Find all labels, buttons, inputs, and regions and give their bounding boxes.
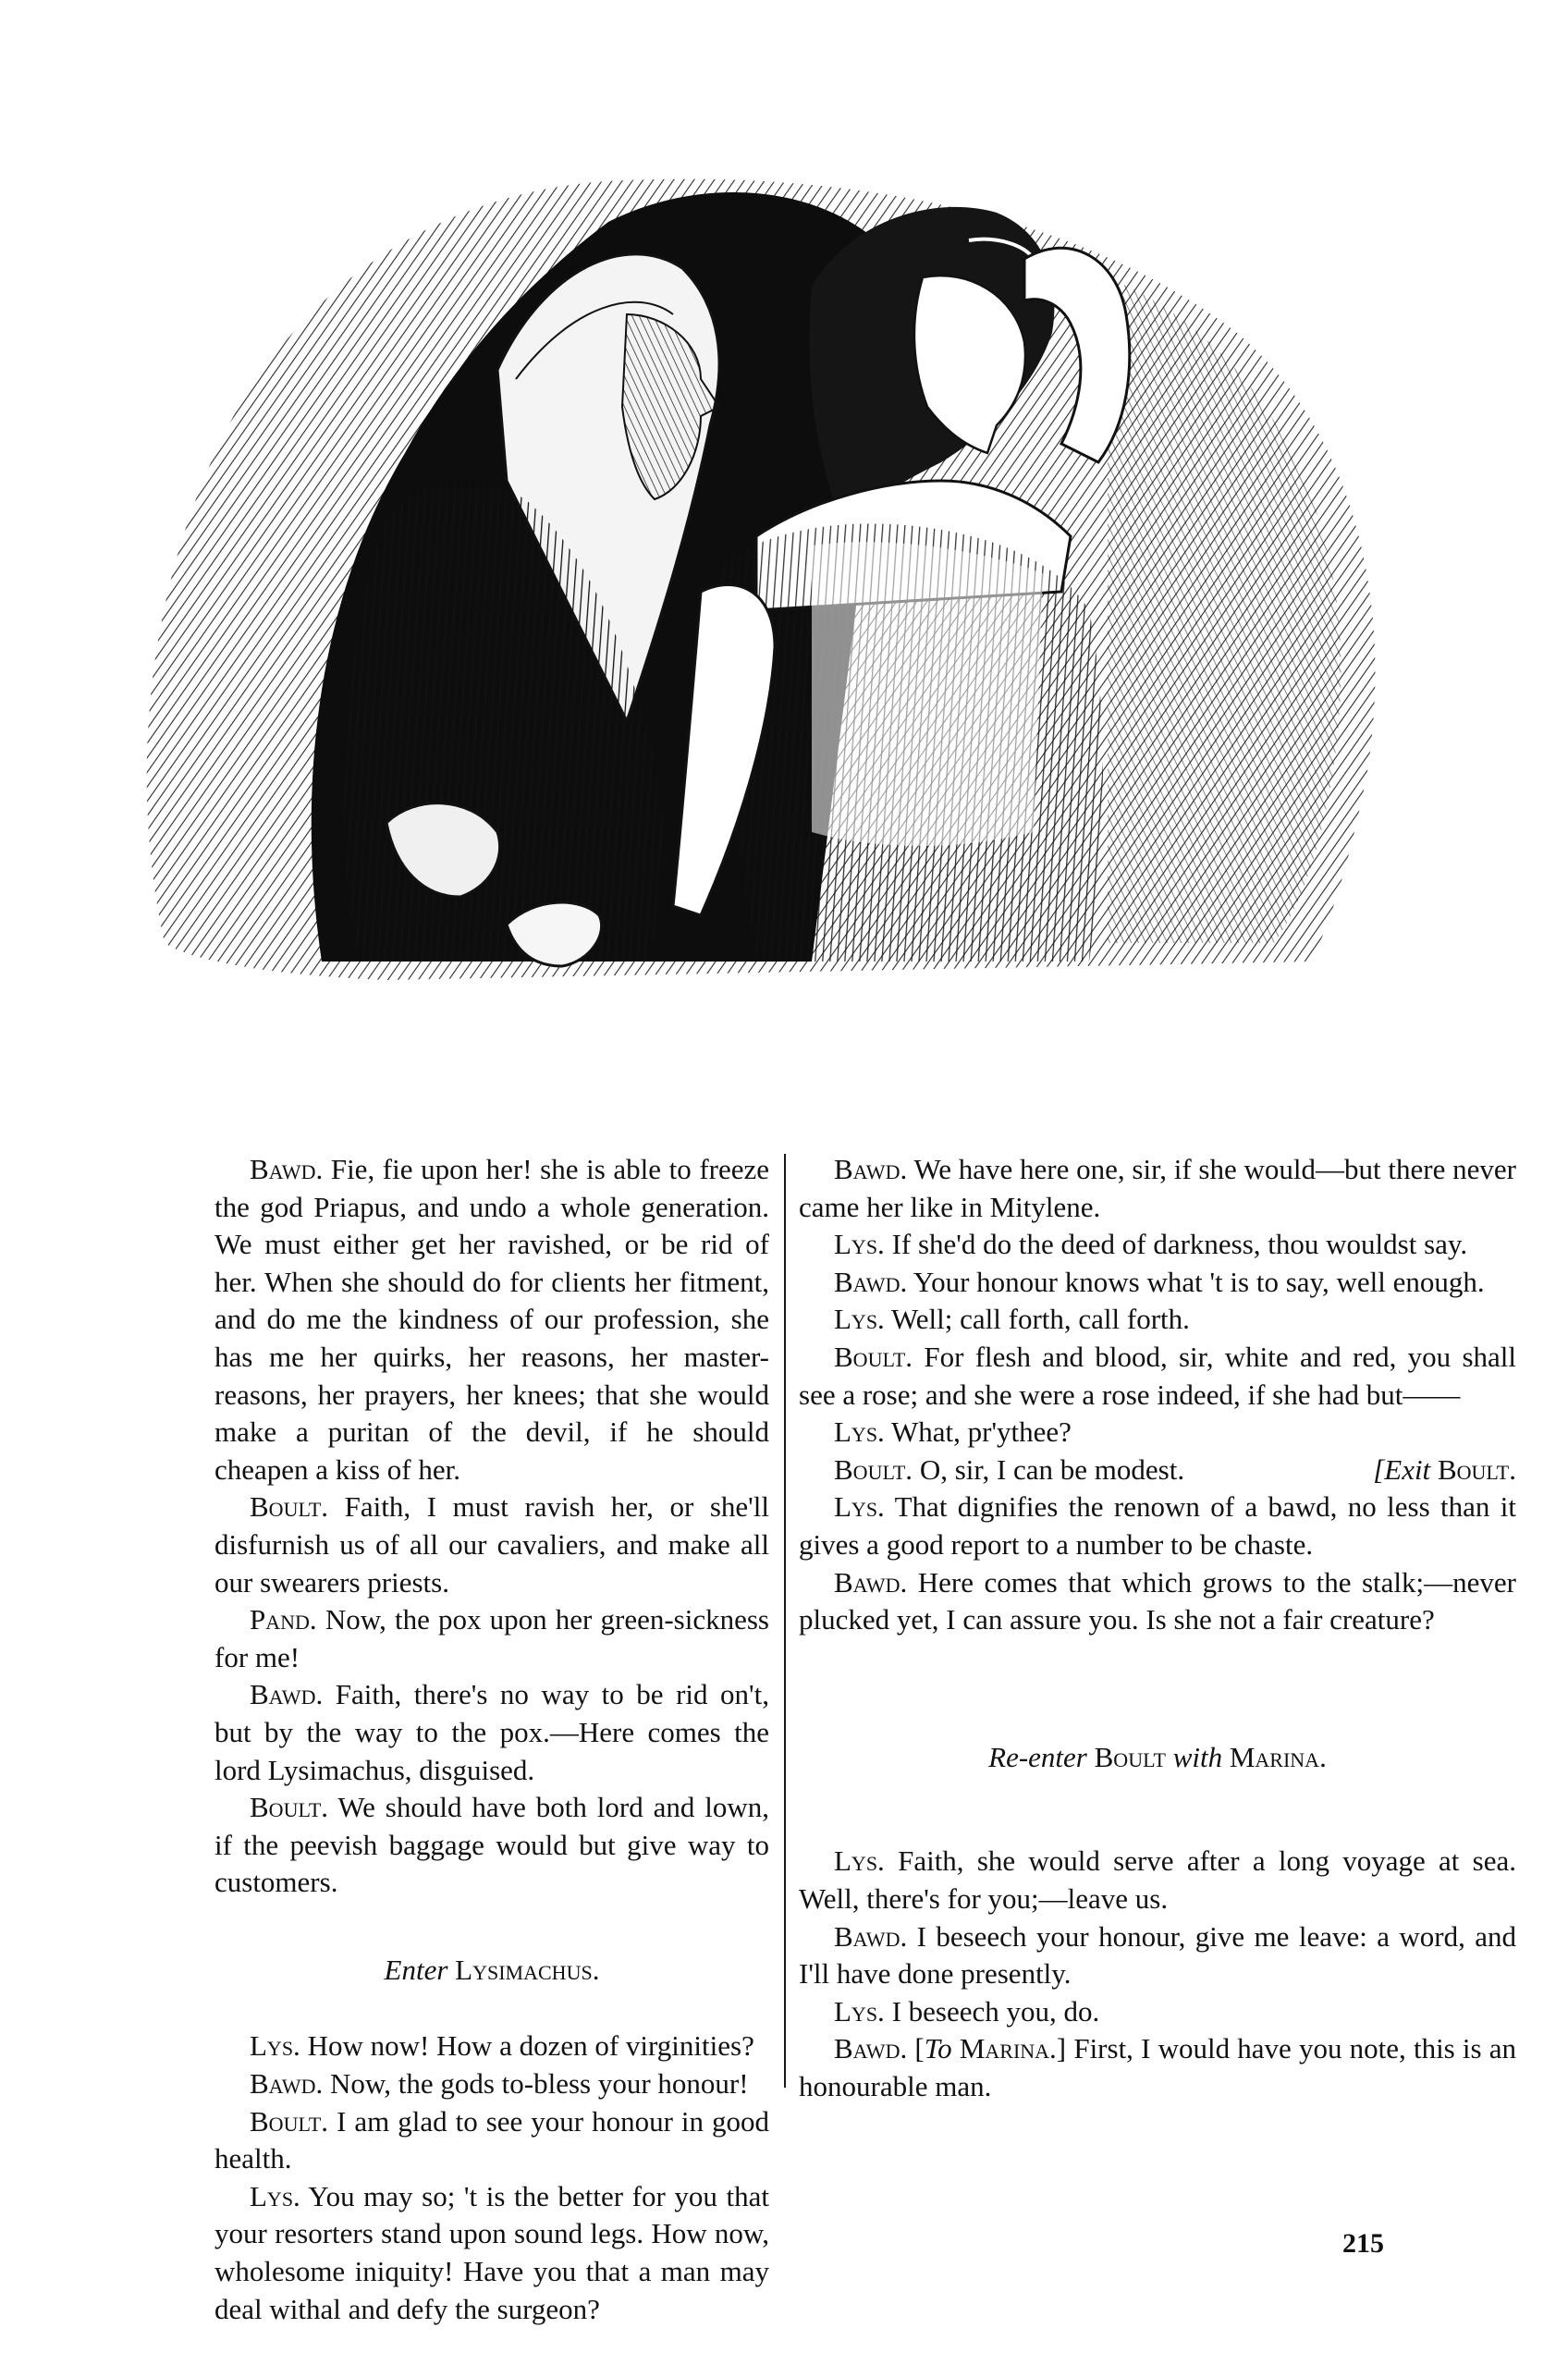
speech-text: Well; call forth, call forth. bbox=[891, 1303, 1190, 1336]
stage-direction-verb: Re-enter bbox=[988, 1740, 1087, 1773]
speaker-name: Lys. bbox=[834, 1303, 885, 1336]
illustration-artwork bbox=[109, 129, 1408, 989]
aside-verb: To bbox=[924, 2032, 952, 2065]
speech-text: Faith, I must ravish her, or she'll disfurnish us of all our cavaliers, and make all our swearers priests. bbox=[214, 1490, 769, 1599]
speaker-name: Bawd. bbox=[834, 1565, 908, 1599]
page-number: 215 bbox=[1342, 2228, 1384, 2259]
speaker-name: Bawd. bbox=[834, 1265, 908, 1298]
speaker-name: Lys. bbox=[834, 1844, 885, 1878]
speaker-name: Lys. bbox=[250, 2029, 300, 2063]
speech-text: That dignifies the renown of a bawd, no less than it gives a good report to a number to be chaste. bbox=[799, 1490, 1516, 1561]
stage-direction-verb: Enter bbox=[384, 1953, 448, 1986]
speech-text: Fie, fie upon her! she is able to freeze the god Priapus, and undo a whole generation. We must either get her ravished, or be rid of her. When she should do for clients her fitment, and do me the kindness of our profession, she has me her quirks, her reasons, her master-reasons, her prayers, her knees; that she would make a puritan of the devil, if he should cheapen a kiss of her. bbox=[214, 1153, 769, 1486]
column-divider bbox=[784, 1154, 786, 2088]
young-woman-bodice bbox=[812, 542, 1043, 846]
exit-direction bbox=[1338, 1452, 1516, 1489]
speech-line bbox=[214, 2028, 769, 2065]
speech-text: If she'd do the deed of darkness, thou wouldst say. bbox=[891, 1228, 1468, 1261]
speech-line bbox=[799, 1264, 1516, 1302]
speech-line bbox=[214, 1601, 769, 1676]
speech-line bbox=[799, 1564, 1516, 1639]
speech-line bbox=[799, 1226, 1516, 1264]
speech-line bbox=[799, 1918, 1516, 1993]
left-column bbox=[214, 1151, 769, 2328]
speaker-name: Lys. bbox=[834, 1490, 885, 1524]
speech-text: First, I would have you note, this is an honourable man. bbox=[799, 2032, 1517, 2102]
left-dialogue-block-1 bbox=[214, 1151, 769, 1902]
background-hatching-light bbox=[1108, 277, 1341, 943]
speech-text: I am glad to see your honour in good health. bbox=[214, 2104, 770, 2175]
speaker-name: Lys. bbox=[250, 2179, 300, 2212]
speech-text: Now, the pox upon her green-sickness for me! bbox=[214, 1603, 769, 1673]
speech-line bbox=[214, 2178, 769, 2328]
speaker-name: Pand. bbox=[250, 1603, 317, 1636]
right-dialogue-block-1 bbox=[799, 1151, 1516, 1639]
stage-direction-character: Boult bbox=[1094, 1740, 1166, 1773]
speaker-name: Boult. bbox=[250, 1490, 329, 1524]
speech-line bbox=[799, 1151, 1516, 1226]
speech-line bbox=[214, 2103, 769, 2178]
speech-line bbox=[799, 2030, 1516, 2105]
speech-text: We should have both lord and lown, if the peevish baggage would but give way to customers. bbox=[214, 1791, 769, 1899]
speech-line bbox=[799, 1339, 1516, 1414]
speaker-name: Lys. bbox=[834, 1228, 885, 1261]
speech-text: Now, the gods to-bless your honour! bbox=[329, 2067, 749, 2101]
speech-line bbox=[214, 1789, 769, 1902]
exit-character: Boult. bbox=[1437, 1452, 1516, 1486]
engraving-illustration bbox=[109, 129, 1408, 989]
speaker-name: Boult. bbox=[834, 1340, 913, 1373]
speech-text: How now! How a dozen of virginities? bbox=[307, 2029, 754, 2063]
aside-direction bbox=[914, 2032, 1066, 2065]
stage-direction-character: Lysimachus. bbox=[455, 1953, 600, 1986]
exit-verb: [Exit bbox=[1373, 1452, 1431, 1486]
speech-line bbox=[799, 1489, 1516, 1563]
speech-line bbox=[799, 1843, 1516, 1918]
speaker-name: Bawd. bbox=[834, 1153, 908, 1185]
speech-text: Here comes that which grows to the stalk;—never plucked yet, I can assure you. Is she not a fair creature? bbox=[799, 1565, 1516, 1636]
speech-line bbox=[799, 1301, 1516, 1339]
speech-line bbox=[799, 1414, 1516, 1452]
speech-line bbox=[799, 1452, 1516, 1489]
speaker-name: Boult. bbox=[250, 1791, 329, 1824]
speaker-name: Bawd. bbox=[834, 1919, 908, 1953]
speech-text: I beseech your honour, give me leave: a word, and I'll have done presently. bbox=[799, 1919, 1517, 1991]
speech-text: For flesh and blood, sir, white and red, you shall see a rose; and she were a rose indeed, if she had but—— bbox=[799, 1340, 1516, 1411]
speech-text: O, sir, I can be modest. bbox=[919, 1452, 1185, 1486]
speaker-name: Boult. bbox=[250, 2104, 329, 2138]
aside-character: Marina.] bbox=[959, 2032, 1067, 2065]
speech-line bbox=[214, 1151, 769, 1489]
stage-direction-character: Marina. bbox=[1229, 1740, 1327, 1773]
aside-bracket: [ bbox=[914, 2032, 925, 2065]
speech-text: What, pr'ythee? bbox=[891, 1415, 1072, 1449]
speech-line bbox=[214, 1676, 769, 1789]
speaker-name: Lys. bbox=[834, 1415, 885, 1449]
speaker-name: Bawd. bbox=[834, 2032, 908, 2065]
right-dialogue-block-2 bbox=[799, 1843, 1516, 2105]
speech-text: Your honour knows what 't is to say, well enough. bbox=[913, 1265, 1485, 1298]
speech-text: You may so; 't is the better for you that your resorters stand upon sound legs. How now, wholesome iniquity! Have you that a man may deal withal and defy the surgeon? bbox=[214, 2179, 770, 2325]
speech-text: Faith, she would serve after a long voyage at sea. Well, there's for you;—leave us. bbox=[799, 1844, 1517, 1915]
speech-text: I beseech you, do. bbox=[891, 1994, 1100, 2028]
speech-text: Faith, there's no way to be rid on't, but by the way to the pox.—Here comes the lord Lysimachus, disguised. bbox=[214, 1678, 770, 1786]
stage-direction-reenter bbox=[799, 1739, 1516, 1777]
speaker-name: Bawd. bbox=[250, 2067, 324, 2101]
speech-line bbox=[799, 1993, 1516, 2031]
speaker-name: Bawd. bbox=[250, 1153, 324, 1185]
right-column bbox=[799, 1151, 1516, 2105]
speaker-name: Lys. bbox=[834, 1994, 885, 2028]
speaker-name: Bawd. bbox=[250, 1678, 324, 1711]
stage-direction-conjunction: with bbox=[1172, 1740, 1223, 1773]
left-dialogue-block-2 bbox=[214, 2028, 769, 2328]
speech-line bbox=[214, 2065, 769, 2103]
speech-line bbox=[214, 1489, 769, 1601]
stage-direction-enter bbox=[214, 1952, 769, 1990]
speaker-name: Boult. bbox=[834, 1452, 913, 1486]
speech-text: We have here one, sir, if she would—but there never came her like in Mitylene. bbox=[799, 1153, 1516, 1223]
